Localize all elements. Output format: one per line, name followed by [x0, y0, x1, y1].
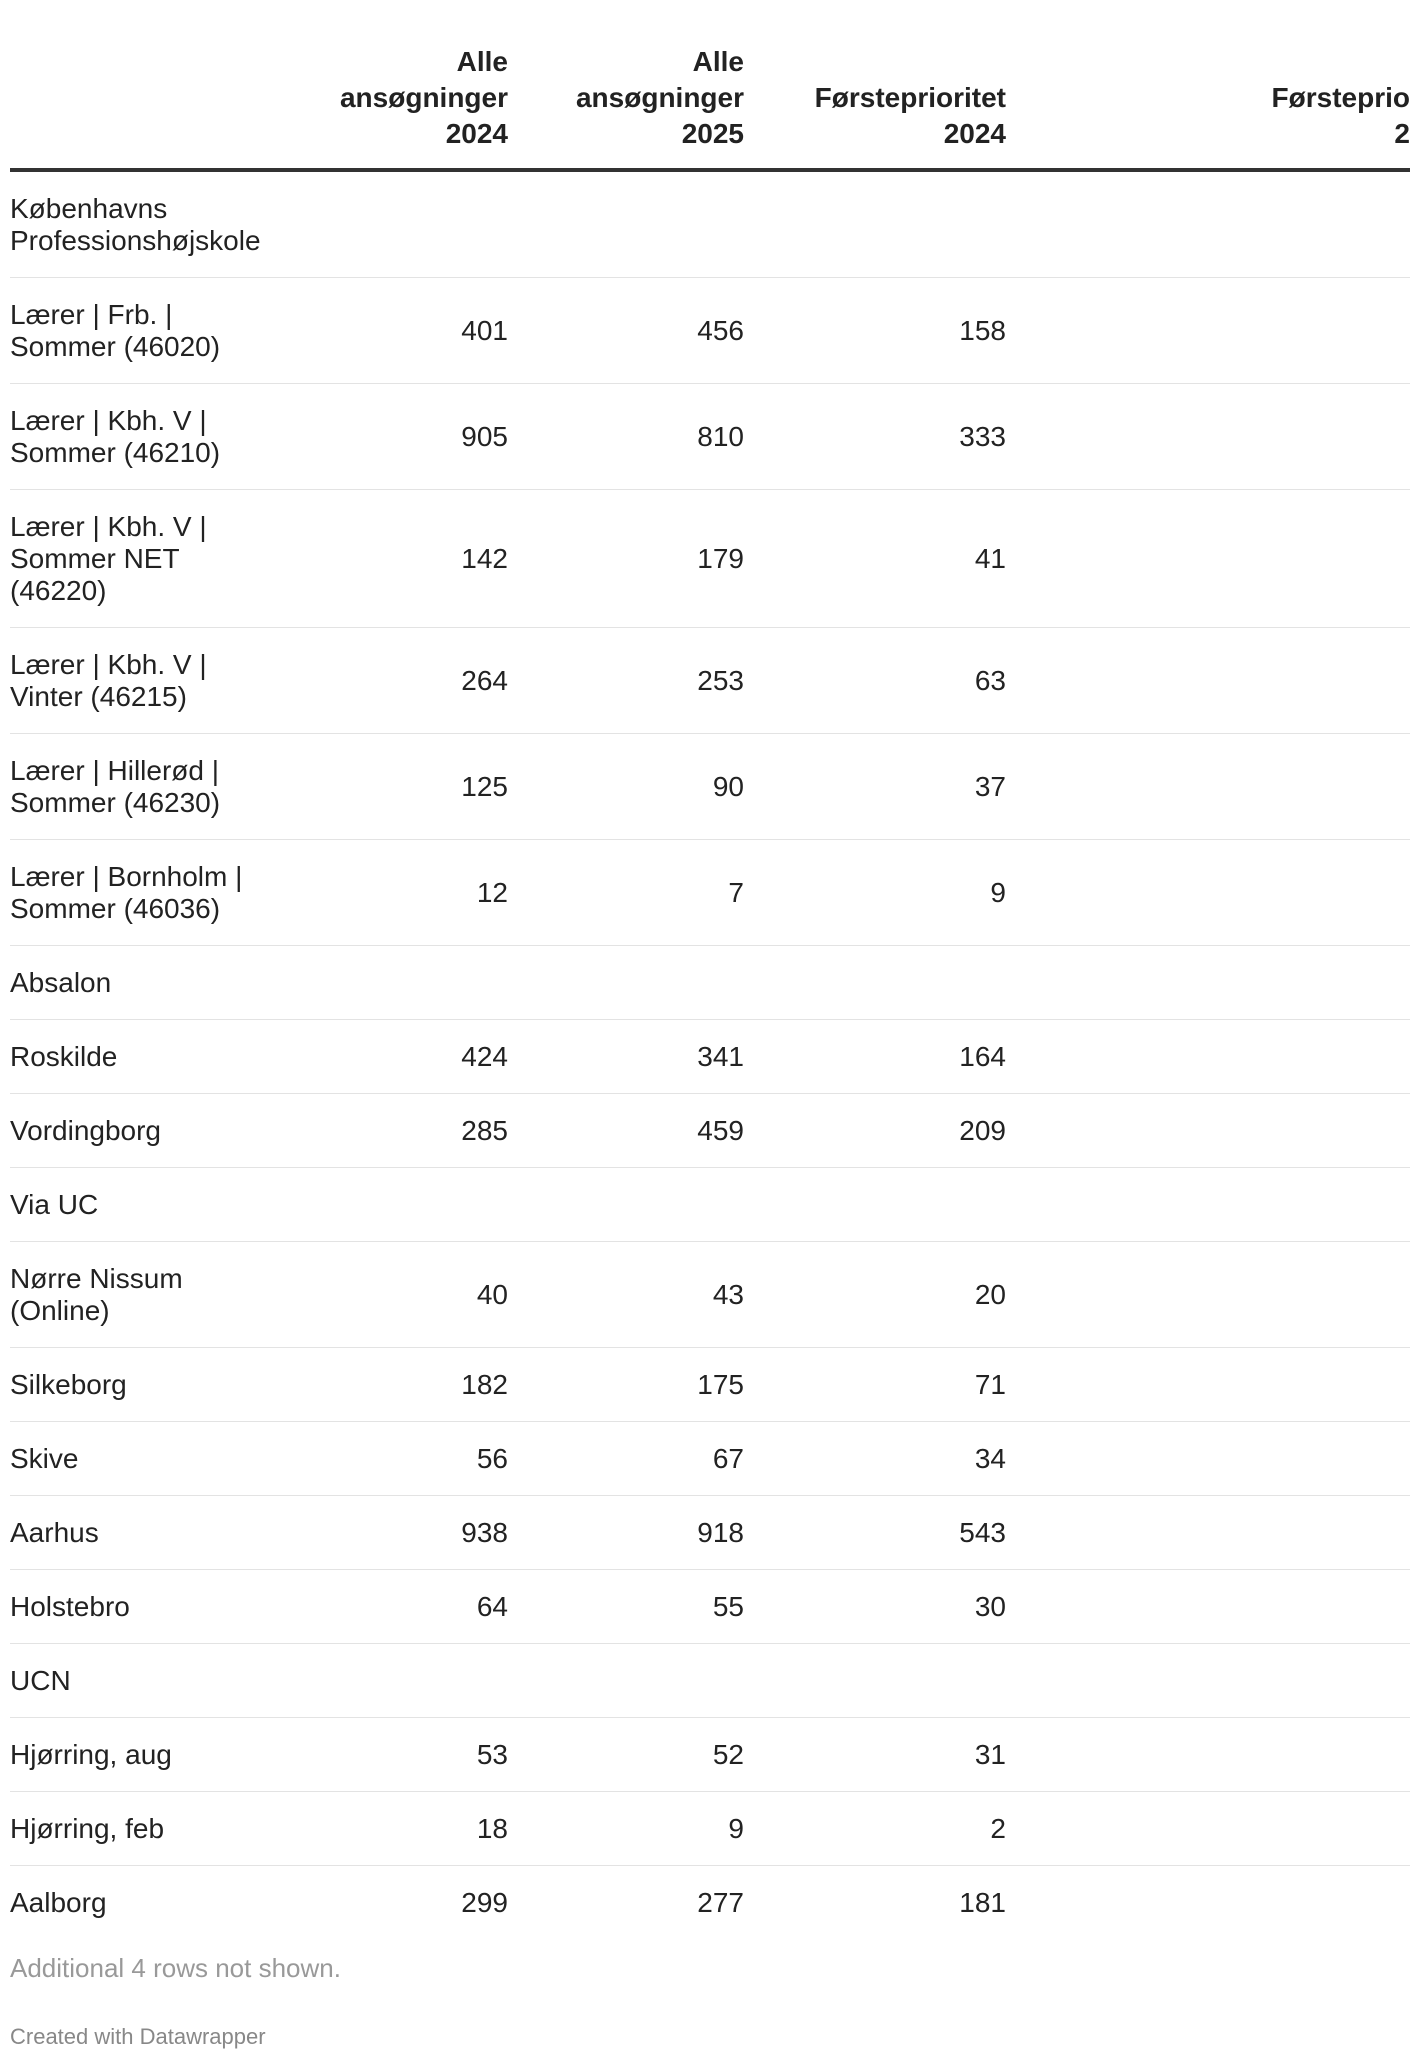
value-cell: 285	[272, 1094, 508, 1168]
value-cell	[1006, 946, 1410, 1020]
row-label-line: Sommer (46020)	[10, 330, 221, 362]
value-cell: 53	[272, 1718, 508, 1792]
table-row	[10, 1792, 1410, 1866]
row-label-line: (46220)	[10, 574, 107, 606]
value-cell: 299	[461, 1886, 508, 1918]
value-cell: 918	[508, 1496, 744, 1570]
value-cell: 7	[508, 840, 744, 946]
column-header-0	[10, 0, 272, 170]
value-cell: 55	[508, 1570, 744, 1644]
value-cell	[272, 1644, 508, 1718]
column-header-line: 2	[1394, 118, 1410, 149]
table-group-row	[10, 1644, 1410, 1718]
rows-not-shown-note: Additional 4 rows not shown.	[10, 1953, 341, 1983]
row-label-cell	[10, 628, 272, 734]
value-cell	[1006, 1348, 1410, 1422]
value-cell: 938	[272, 1496, 508, 1570]
value-cell: 209	[744, 1094, 1006, 1168]
datawrapper-credit: Created with Datawrapper	[10, 2024, 266, 2049]
value-cell	[744, 170, 1006, 278]
column-header-line: Førsteprioritet	[814, 82, 1006, 113]
group-label-cell	[10, 170, 272, 278]
row-label-cell	[10, 734, 272, 840]
value-cell: 52	[508, 1718, 744, 1792]
row-label-cell	[10, 1422, 272, 1496]
value-cell	[1006, 628, 1410, 734]
row-label-line: Roskilde	[10, 1040, 118, 1072]
table-row	[10, 734, 1410, 840]
value-cell	[1006, 1866, 1410, 1940]
table-row	[10, 840, 1410, 946]
value-cell: 30	[744, 1570, 1006, 1644]
row-label-cell	[10, 1094, 272, 1168]
table-row	[10, 278, 1410, 384]
table-row	[10, 1718, 1410, 1792]
table-body	[10, 170, 1410, 1939]
value-cell: 34	[744, 1422, 1006, 1496]
table-row	[10, 1348, 1410, 1422]
value-cell: 333	[744, 384, 1006, 490]
row-label-line: Silkeborg	[10, 1368, 127, 1400]
row-label-cell	[10, 1718, 272, 1792]
row-label-line: Lærer | Bornholm |	[10, 860, 243, 892]
row-label-line: Holstebro	[10, 1590, 130, 1622]
row-label-line: Sommer (46210)	[10, 436, 221, 468]
value-cell	[1006, 1020, 1410, 1094]
value-cell: 253	[508, 628, 744, 734]
value-cell	[272, 1168, 508, 1242]
value-cell	[1006, 1168, 1410, 1242]
value-cell	[1006, 490, 1410, 628]
value-cell	[1006, 1094, 1410, 1168]
value-cell	[508, 946, 744, 1020]
column-header-2	[508, 0, 744, 170]
value-cell: 277	[697, 1886, 744, 1918]
value-cell: 142	[272, 490, 508, 628]
group-label-cell	[10, 1644, 272, 1718]
value-cell: 181	[959, 1886, 1006, 1918]
table-group-row	[10, 1168, 1410, 1242]
value-cell: 31	[744, 1718, 1006, 1792]
value-cell: 56	[272, 1422, 508, 1496]
row-label-line: Via UC	[10, 1188, 99, 1220]
value-cell	[1006, 734, 1410, 840]
row-label-line: Professionshøjskole	[10, 224, 261, 256]
row-label-cell	[10, 1020, 272, 1094]
column-header-line: 2024	[943, 118, 1006, 149]
row-label-line: (Online)	[10, 1294, 110, 1326]
value-cell	[1006, 170, 1410, 278]
column-header-line: 2025	[681, 118, 744, 149]
value-cell: 459	[508, 1094, 744, 1168]
table-group-row	[10, 946, 1410, 1020]
group-label-cell	[10, 1168, 272, 1242]
row-label-line: Absalon	[10, 966, 112, 998]
row-label-line: Sommer NET	[10, 542, 180, 574]
row-label-cell	[10, 1242, 272, 1348]
value-cell: 401	[272, 278, 508, 384]
column-header-line: Alle	[456, 46, 508, 77]
value-cell	[1006, 1718, 1410, 1792]
row-label-cell	[10, 1496, 272, 1570]
value-cell: 9	[508, 1792, 744, 1866]
value-cell	[508, 1168, 744, 1242]
value-cell	[272, 946, 508, 1020]
row-label-line: Lærer | Hillerød |	[10, 754, 220, 786]
value-cell: 810	[508, 384, 744, 490]
value-cell: 164	[744, 1020, 1006, 1094]
value-cell: 905	[272, 384, 508, 490]
row-label-cell	[10, 840, 272, 946]
table-row	[10, 1094, 1410, 1168]
row-label-line: Nørre Nissum	[10, 1262, 183, 1294]
row-label-line: Lærer | Kbh. V |	[10, 648, 207, 680]
value-cell: 179	[508, 490, 744, 628]
row-label-line: Hjørring, aug	[10, 1738, 172, 1770]
column-header-3	[744, 0, 1006, 170]
table-row	[10, 490, 1410, 628]
row-label-line: Aalborg	[10, 1886, 107, 1918]
table-row	[10, 1422, 1410, 1496]
row-label-line: Lærer | Kbh. V |	[10, 510, 207, 542]
value-cell	[1006, 384, 1410, 490]
value-cell: 90	[508, 734, 744, 840]
value-cell: 63	[744, 628, 1006, 734]
value-cell: 158	[744, 278, 1006, 384]
column-header-line: Alle	[692, 46, 744, 77]
value-cell: 341	[508, 1020, 744, 1094]
value-cell: 9	[744, 840, 1006, 946]
table-header-row	[10, 0, 1410, 170]
table-row	[10, 1242, 1410, 1348]
value-cell	[1006, 1644, 1410, 1718]
value-cell: 43	[508, 1242, 744, 1348]
table-row	[10, 1020, 1410, 1094]
row-label-line: Vordingborg	[10, 1114, 162, 1146]
value-cell: 424	[272, 1020, 508, 1094]
row-label-line: Skive	[10, 1442, 79, 1474]
row-label-cell	[10, 1866, 272, 1940]
value-cell: 71	[744, 1348, 1006, 1422]
value-cell: 41	[744, 490, 1006, 628]
row-label-line: Lærer | Frb. |	[10, 298, 173, 330]
value-cell	[744, 946, 1006, 1020]
value-cell	[1006, 1496, 1410, 1570]
value-cell: 456	[508, 278, 744, 384]
row-label-cell	[10, 1348, 272, 1422]
value-cell	[508, 1644, 744, 1718]
table-row	[10, 628, 1410, 734]
value-cell	[1006, 278, 1410, 384]
value-cell: 20	[744, 1242, 1006, 1348]
table-container	[10, 0, 1410, 2066]
table-row	[10, 384, 1410, 490]
value-cell: 264	[272, 628, 508, 734]
value-cell: 40	[272, 1242, 508, 1348]
row-label-cell	[10, 1570, 272, 1644]
row-label-cell	[10, 384, 272, 490]
value-cell	[1006, 1242, 1410, 1348]
value-cell: 2	[744, 1792, 1006, 1866]
table-row	[10, 1496, 1410, 1570]
row-label-cell	[10, 1792, 272, 1866]
row-label-line: Københavns	[10, 192, 168, 224]
value-cell: 64	[272, 1570, 508, 1644]
value-cell: 125	[272, 734, 508, 840]
table-row	[10, 1570, 1410, 1644]
value-cell	[744, 1644, 1006, 1718]
value-cell: 18	[272, 1792, 508, 1866]
row-label-line: UCN	[10, 1664, 71, 1696]
value-cell	[1006, 1422, 1410, 1496]
row-label-line: Lærer | Kbh. V |	[10, 404, 207, 436]
value-cell	[744, 1168, 1006, 1242]
row-label-line: Sommer (46036)	[10, 892, 221, 924]
value-cell	[1006, 1792, 1410, 1866]
row-label-line: Sommer (46230)	[10, 786, 221, 818]
column-header-1	[272, 0, 508, 170]
row-label-line: Hjørring, feb	[10, 1812, 165, 1844]
data-table	[10, 0, 1410, 1939]
row-label-line: Vinter (46215)	[10, 680, 187, 712]
column-header-line: Førsteprio	[1271, 82, 1410, 113]
row-label-cell	[10, 278, 272, 384]
value-cell: 175	[508, 1348, 744, 1422]
column-header-line: 2024	[445, 118, 508, 149]
column-header-line: ansøgninger	[575, 82, 744, 113]
value-cell	[508, 170, 744, 278]
column-header-line: ansøgninger	[339, 82, 508, 113]
value-cell	[1006, 1570, 1410, 1644]
group-label-cell	[10, 946, 272, 1020]
table-row	[10, 1866, 1410, 1940]
value-cell: 543	[744, 1496, 1006, 1570]
row-label-cell	[10, 490, 272, 628]
value-cell: 67	[508, 1422, 744, 1496]
value-cell	[272, 170, 508, 278]
value-cell: 12	[272, 840, 508, 946]
value-cell: 182	[272, 1348, 508, 1422]
value-cell: 37	[744, 734, 1006, 840]
row-label-line: Aarhus	[10, 1516, 99, 1548]
column-header-4	[1006, 0, 1410, 170]
table-group-row	[10, 170, 1410, 278]
value-cell	[1006, 840, 1410, 946]
